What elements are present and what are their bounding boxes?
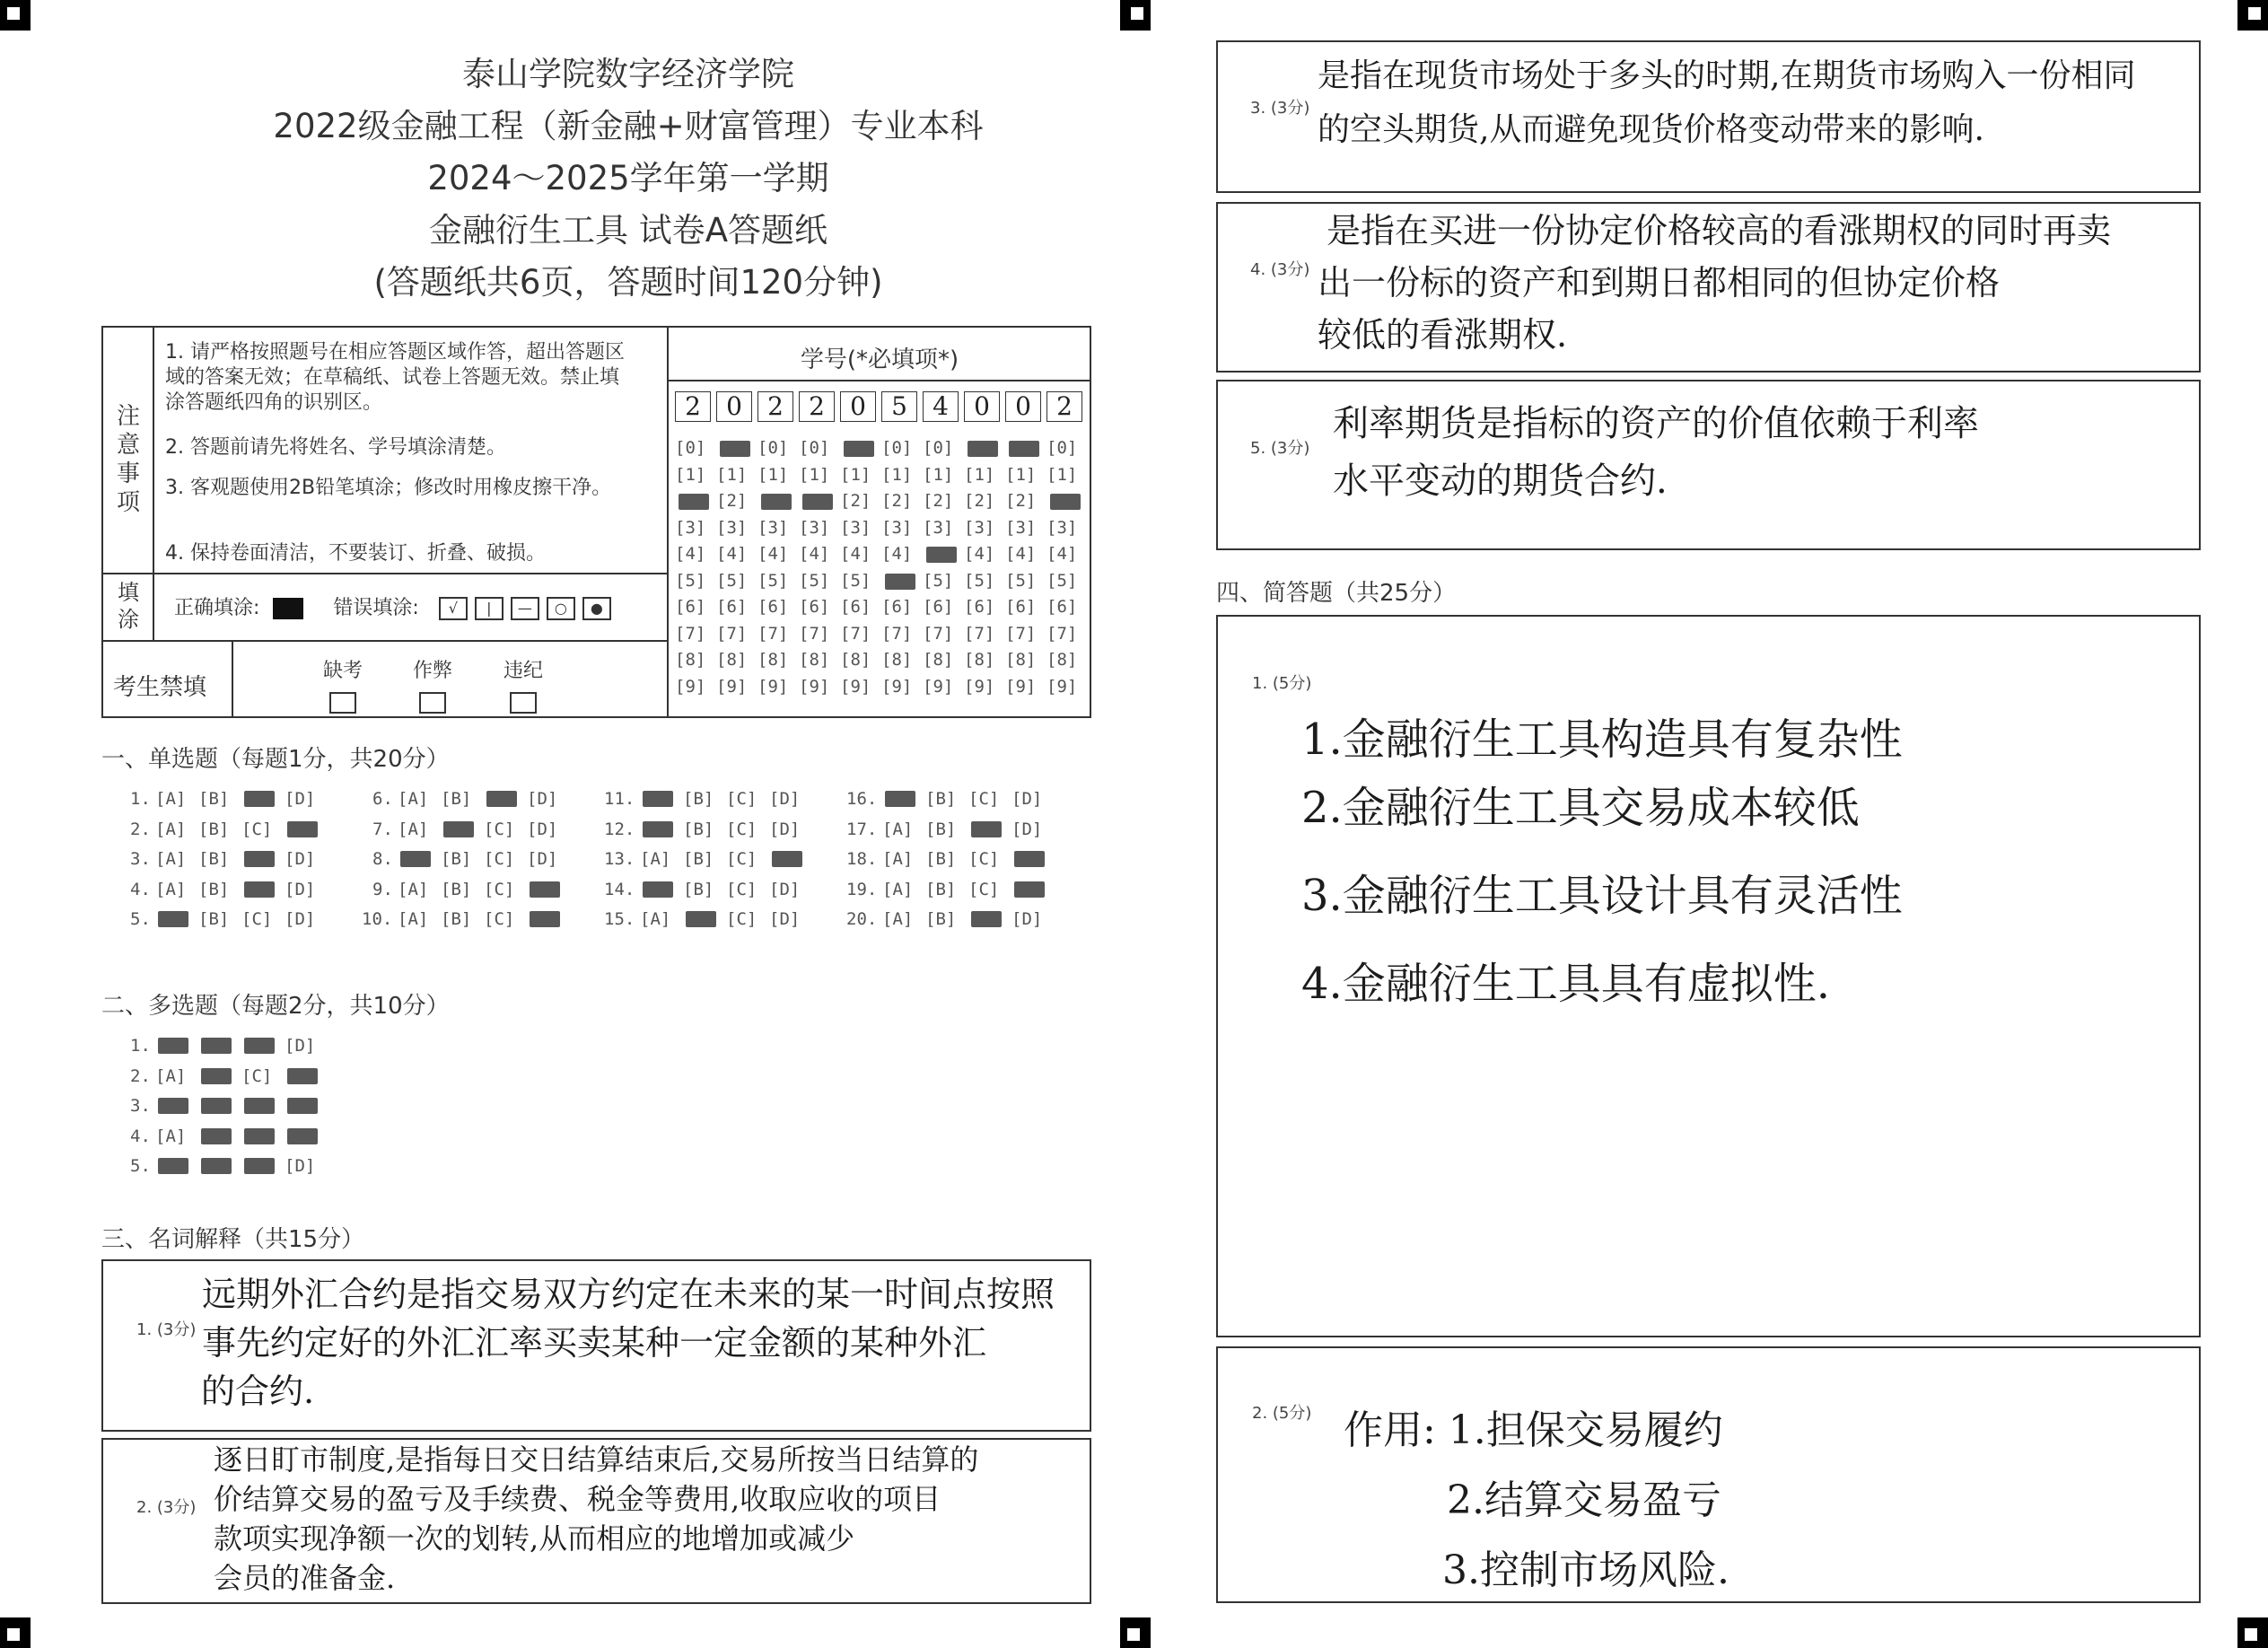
- corner-mark-bottom-middle: [1120, 1617, 1151, 1648]
- student-id-bubble-filled[interactable]: [968, 441, 998, 457]
- student-id-bubble[interactable]: [7]: [716, 623, 748, 644]
- student-id-bubble-filled[interactable]: [885, 574, 915, 590]
- single-choice-bubble[interactable]: [A]: [155, 849, 187, 869]
- single-choice-number: 9.: [372, 879, 393, 899]
- multi-choice-number: 5.: [130, 1156, 151, 1176]
- wrong-mark-dash: —: [511, 597, 539, 620]
- single-choice-bubble[interactable]: [B]: [441, 879, 472, 899]
- student-id-bubble[interactable]: [1]: [716, 464, 748, 485]
- program-title: 2022级金融工程（新金融+财富管理）专业本科: [273, 107, 984, 145]
- student-id-bubble-filled[interactable]: [720, 441, 750, 457]
- single-choice-bubble-filled[interactable]: [686, 911, 716, 927]
- divider-vertical: [667, 326, 669, 718]
- single-choice-bubble[interactable]: [D]: [1011, 819, 1043, 839]
- student-id-bubble[interactable]: [3]: [881, 517, 913, 538]
- student-id-bubble[interactable]: [4]: [799, 544, 830, 564]
- single-choice-number: 20.: [846, 909, 878, 929]
- student-id-bubble[interactable]: [9]: [923, 676, 954, 697]
- single-choice-bubble[interactable]: [B]: [441, 789, 472, 809]
- single-choice-bubble[interactable]: [A]: [398, 789, 429, 809]
- term-q5-answer: 利率期货是指标的资产的价值依赖于利率 水平变动的期货合约.: [1333, 403, 1979, 502]
- single-choice-bubble[interactable]: [C]: [726, 879, 757, 899]
- student-id-bubble[interactable]: [9]: [881, 676, 913, 697]
- student-id-bubble[interactable]: [4]: [1046, 544, 1078, 564]
- single-choice-bubble[interactable]: [D]: [769, 909, 801, 929]
- multi-choice-bubble-filled[interactable]: [244, 1098, 275, 1114]
- student-id-bubble[interactable]: [4]: [840, 544, 871, 564]
- single-choice-bubble[interactable]: [C]: [726, 789, 757, 809]
- student-id-bubble[interactable]: [6]: [840, 597, 871, 617]
- student-id-bubble[interactable]: [1]: [1046, 464, 1078, 485]
- wrong-mark-line: |: [475, 597, 504, 620]
- single-choice-number: 18.: [846, 849, 878, 869]
- multi-choice-bubble-filled[interactable]: [287, 1098, 318, 1114]
- single-choice-bubble-filled[interactable]: [643, 821, 673, 837]
- student-id-bubble[interactable]: [9]: [757, 676, 789, 697]
- student-id-bubble[interactable]: [1]: [923, 464, 954, 485]
- multi-choice-bubble-filled[interactable]: [158, 1158, 188, 1174]
- student-id-bubble[interactable]: [7]: [799, 623, 830, 644]
- single-choice-bubble[interactable]: [A]: [398, 819, 429, 839]
- student-id-bubble[interactable]: [5]: [675, 570, 706, 591]
- divider-fill-side: [153, 573, 154, 641]
- banned-violation: 违纪: [496, 655, 550, 714]
- student-id-bubble[interactable]: [8]: [840, 650, 871, 670]
- violation-checkbox[interactable]: [510, 692, 537, 714]
- student-id-bubble[interactable]: [1]: [1005, 464, 1037, 485]
- student-id-bubble[interactable]: [7]: [923, 623, 954, 644]
- student-id-digit-cell[interactable]: 0: [964, 391, 1000, 422]
- short-q1-answer: 1.金融衍生工具构造具有复杂性 2.金融衍生工具交易成本较低 3.金融衍生工具设计具有灵活性 4.金融衍生工具具有虚拟性.: [1301, 714, 1903, 1009]
- student-id-bubble[interactable]: [4]: [716, 544, 748, 564]
- student-id-bubble[interactable]: [1]: [799, 464, 830, 485]
- student-id-bubble-filled[interactable]: [1009, 441, 1039, 457]
- student-id-bubble[interactable]: [7]: [675, 623, 706, 644]
- student-id-bubble[interactable]: [6]: [923, 597, 954, 617]
- student-id-bubble[interactable]: [9]: [1046, 676, 1078, 697]
- term-q3-answer: 是指在现货市场处于多头的时期,在期货市场购入一份相同 的空头期货,从而避免现货价格变动带来的影响.: [1318, 57, 2136, 148]
- student-id-bubble[interactable]: [4]: [1005, 544, 1037, 564]
- single-choice-bubble-filled[interactable]: [971, 911, 1002, 927]
- single-choice-bubble-filled[interactable]: [1014, 881, 1045, 898]
- multi-choice-bubble-filled[interactable]: [201, 1158, 232, 1174]
- single-choice-number: 1.: [130, 789, 151, 809]
- student-id-bubble[interactable]: [3]: [1005, 517, 1037, 538]
- single-choice-bubble[interactable]: [B]: [683, 879, 714, 899]
- correct-fill-sample: [273, 598, 303, 619]
- student-id-bubble[interactable]: [8]: [799, 650, 830, 670]
- multi-choice-bubble-filled[interactable]: [201, 1128, 232, 1144]
- single-choice-bubble-filled[interactable]: [772, 851, 802, 867]
- student-id-bubble[interactable]: [6]: [799, 597, 830, 617]
- student-id-bubble[interactable]: [3]: [716, 517, 748, 538]
- student-id-bubble[interactable]: [5]: [840, 570, 871, 591]
- corner-mark-top-left: [0, 0, 31, 31]
- corner-mark-bottom-left: [0, 1617, 31, 1648]
- student-id-bubble[interactable]: [1]: [675, 464, 706, 485]
- single-choice-bubble[interactable]: [A]: [398, 909, 429, 929]
- single-choice-bubble[interactable]: [B]: [925, 849, 957, 869]
- fill-example-row: [174, 592, 618, 620]
- term-q5-label: 5. (3分): [1250, 439, 1310, 458]
- single-choice-bubble[interactable]: [A]: [882, 819, 914, 839]
- corner-mark-top-right: [2237, 0, 2268, 31]
- single-choice-number: 13.: [604, 849, 635, 869]
- single-choice-bubble-filled[interactable]: [443, 821, 474, 837]
- single-choice-bubble[interactable]: [D]: [1011, 789, 1043, 809]
- banned-label: 考生禁填: [113, 674, 207, 701]
- student-id-bubble[interactable]: [4]: [881, 544, 913, 564]
- multi-choice-bubble[interactable]: [C]: [241, 1065, 273, 1086]
- student-id-bubble[interactable]: [2]: [881, 491, 913, 511]
- student-id-title-underline: [669, 380, 1091, 381]
- student-id-bubble[interactable]: [0]: [675, 438, 706, 458]
- student-id-digit-cell[interactable]: 0: [840, 391, 876, 422]
- banned-cheat: 作弊: [406, 655, 460, 714]
- multi-choice-number: 1.: [130, 1036, 151, 1056]
- term-q2-answer: 逐日盯市制度,是指每日交日结算结束后,交易所按当日结算的 价结算交易的盈亏及手续费、税金等费用,收取应收的项目 款项实现净额一次的划转,从而相应的地增加或减少 会员的准备金.: [214, 1442, 979, 1595]
- term-q1-label: 1. (3分): [136, 1320, 197, 1339]
- student-id-bubble[interactable]: [7]: [964, 623, 995, 644]
- multi-choice-bubble-filled[interactable]: [201, 1068, 232, 1084]
- exam-title: 金融衍生工具 试卷A答题纸: [428, 211, 828, 250]
- notice-item-2: 2. 答题前请先将姓名、学号填涂清楚。: [165, 436, 506, 459]
- student-id-bubble[interactable]: [3]: [757, 517, 789, 538]
- single-choice-number: 2.: [130, 819, 151, 839]
- student-id-bubble[interactable]: [6]: [1005, 597, 1037, 617]
- student-id-bubble[interactable]: [8]: [881, 650, 913, 670]
- student-id-bubble[interactable]: [8]: [1005, 650, 1037, 670]
- student-id-bubble[interactable]: [4]: [757, 544, 789, 564]
- student-id-bubble[interactable]: [8]: [923, 650, 954, 670]
- multi-choice-bubble-filled[interactable]: [287, 1068, 318, 1084]
- divider-banned-side: [232, 640, 233, 718]
- short-q2-answer: 作用: 1.担保交易履约 2.结算交易盈亏 3.控制市场风险.: [1344, 1407, 1729, 1593]
- single-choice-bubble[interactable]: [A]: [398, 879, 429, 899]
- single-choice-bubble[interactable]: [C]: [726, 819, 757, 839]
- single-choice-bubble[interactable]: [A]: [882, 849, 914, 869]
- correct-fill-label: 正确填涂:: [174, 597, 260, 619]
- single-choice-bubble-filled[interactable]: [244, 881, 275, 898]
- single-choice-number: 10.: [362, 909, 393, 929]
- student-id-bubble[interactable]: [5]: [716, 570, 748, 591]
- wrong-mark-dot: ●: [582, 597, 611, 620]
- single-choice-bubble[interactable]: [B]: [198, 819, 230, 839]
- single-choice-number: 19.: [846, 879, 878, 899]
- student-id-bubble-filled[interactable]: [679, 494, 709, 510]
- single-choice-bubble[interactable]: [C]: [726, 849, 757, 869]
- single-choice-bubble[interactable]: [A]: [640, 849, 671, 869]
- student-id-bubble[interactable]: [4]: [675, 544, 706, 564]
- single-choice-bubble[interactable]: [C]: [726, 909, 757, 929]
- single-choice-bubble-filled[interactable]: [158, 911, 188, 927]
- semester-title: 2024～2025学年第一学期: [427, 159, 829, 197]
- single-choice-bubble[interactable]: [C]: [241, 909, 273, 929]
- single-choice-bubble[interactable]: [C]: [484, 819, 515, 839]
- notice-side-label: 注 意 事 项: [116, 403, 140, 516]
- single-choice-number: 4.: [130, 879, 151, 899]
- single-choice-bubble[interactable]: [D]: [769, 789, 801, 809]
- multi-choice-number: 4.: [130, 1126, 151, 1146]
- corner-mark-top-middle: [1120, 0, 1151, 31]
- single-choice-bubble[interactable]: [D]: [769, 879, 801, 899]
- student-id-bubble[interactable]: [3]: [1046, 517, 1078, 538]
- divider-notice-side: [153, 326, 154, 574]
- notice-item-3: 3. 客观题使用2B铅笔填涂；修改时用橡皮擦干净。: [165, 477, 612, 499]
- term-q4-answer: 是指在买进一份协定价格较高的看涨期权的同时再卖 出一份标的资产和到期日都相同的但协定价格 较低的看涨期权.: [1318, 211, 2112, 355]
- single-choice-bubble[interactable]: [A]: [155, 879, 187, 899]
- single-choice-bubble[interactable]: [A]: [882, 909, 914, 929]
- student-id-bubble[interactable]: [8]: [964, 650, 995, 670]
- single-choice-bubble[interactable]: [D]: [527, 819, 558, 839]
- student-id-bubble[interactable]: [3]: [675, 517, 706, 538]
- single-choice-bubble[interactable]: [B]: [198, 909, 230, 929]
- student-id-digit-cell[interactable]: 4: [923, 391, 959, 422]
- single-choice-bubble-filled[interactable]: [244, 851, 275, 867]
- student-id-bubble[interactable]: [9]: [799, 676, 830, 697]
- exam-subtitle: (答题纸共6页，答题时间120分钟): [373, 263, 883, 302]
- single-choice-bubble[interactable]: [B]: [198, 879, 230, 899]
- single-choice-number: 11.: [604, 789, 635, 809]
- student-id-digit-cell[interactable]: 2: [675, 391, 711, 422]
- term-q3-label: 3. (3分): [1250, 99, 1310, 118]
- student-id-bubble[interactable]: [6]: [757, 597, 789, 617]
- multi-choice-bubble-filled[interactable]: [244, 1128, 275, 1144]
- student-id-bubble-filled[interactable]: [802, 494, 833, 510]
- multi-choice-bubble-filled[interactable]: [201, 1098, 232, 1114]
- multi-choice-bubble[interactable]: [D]: [285, 1036, 316, 1056]
- single-choice-bubble[interactable]: [D]: [285, 849, 316, 869]
- single-choice-bubble[interactable]: [A]: [640, 909, 671, 929]
- single-choice-bubble[interactable]: [B]: [683, 849, 714, 869]
- single-choice-bubble[interactable]: [B]: [925, 819, 957, 839]
- student-id-bubble[interactable]: [5]: [964, 570, 995, 591]
- single-choice-bubble[interactable]: [B]: [198, 789, 230, 809]
- divider-notice-bottom: [101, 573, 667, 574]
- single-choice-bubble-filled[interactable]: [1014, 851, 1045, 867]
- student-id-bubble[interactable]: [5]: [923, 570, 954, 591]
- student-id-bubble[interactable]: [6]: [964, 597, 995, 617]
- single-choice-bubble[interactable]: [B]: [441, 849, 472, 869]
- multi-choice-number: 3.: [130, 1096, 151, 1116]
- student-id-digit-cell[interactable]: 2: [799, 391, 835, 422]
- student-id-bubble[interactable]: [9]: [840, 676, 871, 697]
- single-choice-number: 7.: [372, 819, 393, 839]
- student-id-bubble[interactable]: [8]: [716, 650, 748, 670]
- divider-fill-bottom: [101, 640, 667, 642]
- multi-choice-bubble-filled[interactable]: [201, 1038, 232, 1054]
- single-choice-bubble-filled[interactable]: [971, 821, 1002, 837]
- student-id-bubble-filled[interactable]: [1050, 494, 1081, 510]
- multi-choice-bubble[interactable]: [A]: [155, 1126, 187, 1146]
- student-id-digit-cell[interactable]: 2: [757, 391, 793, 422]
- single-choice-bubble-filled[interactable]: [400, 851, 431, 867]
- student-id-bubble[interactable]: [2]: [1005, 491, 1037, 511]
- term-q4-label: 4. (3分): [1250, 260, 1310, 279]
- student-id-bubble[interactable]: [0]: [757, 438, 789, 458]
- single-choice-bubble[interactable]: [A]: [155, 789, 187, 809]
- student-id-bubble[interactable]: [1]: [840, 464, 871, 485]
- fill-side-label: 填 涂: [118, 580, 139, 632]
- student-id-digit-cell[interactable]: 0: [1005, 391, 1041, 422]
- single-choice-bubble[interactable]: [D]: [285, 909, 316, 929]
- student-id-bubble[interactable]: [8]: [675, 650, 706, 670]
- absent-checkbox[interactable]: [329, 692, 356, 714]
- single-choice-number: 5.: [130, 909, 151, 929]
- single-choice-bubble[interactable]: [D]: [769, 819, 801, 839]
- student-id-bubble-filled[interactable]: [844, 441, 874, 457]
- student-id-bubble[interactable]: [9]: [964, 676, 995, 697]
- student-id-bubble[interactable]: [2]: [716, 491, 748, 511]
- student-id-bubble[interactable]: [9]: [675, 676, 706, 697]
- student-id-bubble[interactable]: [0]: [799, 438, 830, 458]
- multi-choice-bubble-filled[interactable]: [244, 1158, 275, 1174]
- student-id-bubble[interactable]: [9]: [1005, 676, 1037, 697]
- multi-choice-bubble-filled[interactable]: [158, 1038, 188, 1054]
- student-id-digit-cell[interactable]: 2: [1046, 391, 1082, 422]
- section2-title: 二、多选题（每题2分，共10分）: [101, 993, 450, 1020]
- student-id-bubble[interactable]: [4]: [964, 544, 995, 564]
- student-id-bubble[interactable]: [6]: [675, 597, 706, 617]
- student-id-bubble[interactable]: [0]: [1046, 438, 1078, 458]
- notice-item-4: 4. 保持卷面清洁，不要装订、折叠、破损。: [165, 542, 546, 565]
- single-choice-bubble-filled[interactable]: [244, 791, 275, 807]
- single-choice-bubble[interactable]: [C]: [968, 879, 1000, 899]
- multi-choice-bubble-filled[interactable]: [158, 1098, 188, 1114]
- student-id-bubble[interactable]: [2]: [840, 491, 871, 511]
- student-id-bubble[interactable]: [7]: [1005, 623, 1037, 644]
- wrong-fill-label: 错误填涂:: [333, 597, 419, 619]
- student-id-bubble[interactable]: [1]: [757, 464, 789, 485]
- short-q2-label: 2. (5分): [1252, 1404, 1312, 1423]
- single-choice-bubble-filled[interactable]: [486, 791, 517, 807]
- student-id-bubble-filled[interactable]: [761, 494, 792, 510]
- single-choice-bubble-filled[interactable]: [287, 821, 318, 837]
- single-choice-number: 8.: [372, 849, 393, 869]
- single-choice-bubble[interactable]: [B]: [441, 909, 472, 929]
- student-id-bubble-filled[interactable]: [926, 547, 957, 563]
- single-choice-bubble[interactable]: [B]: [683, 789, 714, 809]
- single-choice-number: 17.: [846, 819, 878, 839]
- student-id-bubble[interactable]: [3]: [799, 517, 830, 538]
- single-choice-bubble[interactable]: [D]: [527, 789, 558, 809]
- student-id-bubble[interactable]: [1]: [964, 464, 995, 485]
- single-choice-bubble[interactable]: [C]: [484, 909, 515, 929]
- student-id-bubble[interactable]: [5]: [1005, 570, 1037, 591]
- student-id-bubble[interactable]: [7]: [757, 623, 789, 644]
- student-id-title: 学号(*必填项*): [800, 346, 959, 373]
- single-choice-bubble[interactable]: [C]: [968, 789, 1000, 809]
- single-choice-bubble[interactable]: [D]: [527, 849, 558, 869]
- single-choice-bubble[interactable]: [C]: [241, 819, 273, 839]
- single-choice-bubble[interactable]: [D]: [1011, 909, 1043, 929]
- student-id-bubble[interactable]: [2]: [964, 491, 995, 511]
- single-choice-number: 12.: [604, 819, 635, 839]
- single-choice-bubble[interactable]: [B]: [198, 849, 230, 869]
- student-id-bubble[interactable]: [1]: [881, 464, 913, 485]
- banned-absent: 缺考: [316, 655, 370, 714]
- multi-choice-bubble-filled[interactable]: [287, 1128, 318, 1144]
- single-choice-bubble[interactable]: [D]: [285, 879, 316, 899]
- cheat-checkbox[interactable]: [419, 692, 446, 714]
- wrong-mark-circle: ○: [547, 597, 575, 620]
- notice-item-1: 1. 请严格按照题号在相应答题区域作答，超出答题区域的答案无效；在草稿纸、试卷上答题无效。禁止填涂答题纸四角的识别区。: [165, 341, 625, 414]
- single-choice-bubble-filled[interactable]: [530, 881, 560, 898]
- single-choice-bubble[interactable]: [C]: [484, 879, 515, 899]
- single-choice-bubble[interactable]: [B]: [925, 789, 957, 809]
- section1-title: 一、单选题（每题1分，共20分）: [101, 746, 450, 773]
- student-id-bubble[interactable]: [5]: [799, 570, 830, 591]
- multi-choice-bubble-filled[interactable]: [244, 1038, 275, 1054]
- student-id-bubble[interactable]: [5]: [1046, 570, 1078, 591]
- student-id-bubble[interactable]: [3]: [964, 517, 995, 538]
- single-choice-bubble-filled[interactable]: [530, 911, 560, 927]
- student-id-bubble[interactable]: [3]: [840, 517, 871, 538]
- wrong-mark-check: √: [439, 597, 468, 620]
- multi-choice-number: 2.: [130, 1065, 151, 1086]
- single-choice-bubble[interactable]: [C]: [484, 849, 515, 869]
- student-id-bubble[interactable]: [2]: [923, 491, 954, 511]
- single-choice-bubble[interactable]: [D]: [285, 789, 316, 809]
- student-id-bubble[interactable]: [9]: [716, 676, 748, 697]
- single-choice-number: 14.: [604, 879, 635, 899]
- single-choice-number: 6.: [372, 789, 393, 809]
- student-id-bubble[interactable]: [8]: [757, 650, 789, 670]
- section4-title: 四、简答题（共25分）: [1216, 580, 1457, 607]
- corner-mark-bottom-right: [2237, 1617, 2268, 1648]
- multi-choice-bubble[interactable]: [D]: [285, 1156, 316, 1176]
- single-choice-bubble[interactable]: [B]: [925, 909, 957, 929]
- short-q1-label: 1. (5分): [1252, 674, 1312, 693]
- school-title: 泰山学院数字经济学院: [462, 55, 794, 93]
- term-q2-label: 2. (3分): [136, 1498, 197, 1517]
- single-choice-number: 16.: [846, 789, 878, 809]
- student-id-bubble[interactable]: [0]: [881, 438, 913, 458]
- term-q1-answer: 远期外汇合约是指交易双方约定在未来的某一时间点按照 事先约定好的外汇汇率买卖某种一定金额的某种外汇 的合约.: [201, 1275, 1055, 1411]
- single-choice-bubble-filled[interactable]: [885, 791, 915, 807]
- multi-choice-bubble[interactable]: [A]: [155, 1065, 187, 1086]
- student-id-bubble[interactable]: [6]: [716, 597, 748, 617]
- single-choice-number: 15.: [604, 909, 635, 929]
- single-choice-bubble[interactable]: [C]: [968, 849, 1000, 869]
- student-id-bubble[interactable]: [7]: [840, 623, 871, 644]
- student-id-digit-cell[interactable]: 0: [716, 391, 752, 422]
- student-id-bubble[interactable]: [8]: [1046, 650, 1078, 670]
- student-id-bubble[interactable]: [3]: [923, 517, 954, 538]
- student-id-bubble[interactable]: [6]: [881, 597, 913, 617]
- single-choice-bubble-filled[interactable]: [643, 881, 673, 898]
- single-choice-bubble[interactable]: [B]: [925, 879, 957, 899]
- single-choice-number: 3.: [130, 849, 151, 869]
- student-id-bubble[interactable]: [5]: [757, 570, 789, 591]
- single-choice-bubble-filled[interactable]: [643, 791, 673, 807]
- single-choice-bubble[interactable]: [A]: [882, 879, 914, 899]
- student-id-bubble[interactable]: [6]: [1046, 597, 1078, 617]
- single-choice-bubble[interactable]: [A]: [155, 819, 187, 839]
- student-id-bubble[interactable]: [7]: [881, 623, 913, 644]
- section3-title: 三、名词解释（共15分）: [101, 1226, 365, 1253]
- student-id-digit-cell[interactable]: 5: [881, 391, 917, 422]
- single-choice-bubble[interactable]: [B]: [683, 819, 714, 839]
- student-id-bubble[interactable]: [0]: [923, 438, 954, 458]
- student-id-bubble[interactable]: [7]: [1046, 623, 1078, 644]
